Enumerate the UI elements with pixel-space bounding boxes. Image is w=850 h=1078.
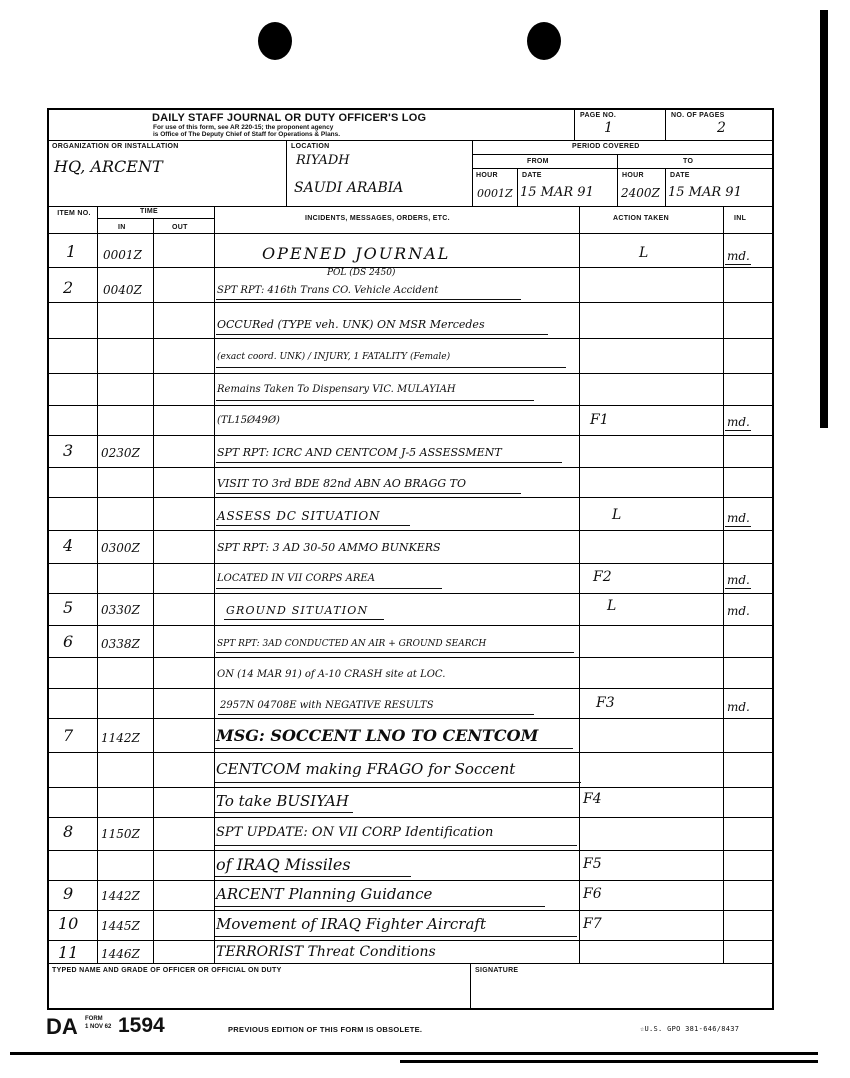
entry-8-item: 8: [63, 822, 74, 841]
location-line-1: RIYADH: [296, 153, 350, 168]
org-label: ORGANIZATION OR INSTALLATION: [52, 143, 179, 150]
entry-8-line-2: of IRAQ Missiles: [216, 855, 351, 874]
to-hour-label: HOUR: [622, 172, 644, 179]
form-number: 1594: [118, 1014, 165, 1037]
entry-6-line-2: ON (14 MAR 91) of A-10 CRASH site at LOC.: [217, 669, 446, 680]
entry-1-in: 0001Z: [103, 248, 142, 262]
entry-8-in: 1150Z: [101, 827, 140, 841]
previous-edition-note: PREVIOUS EDITION OF THIS FORM IS OBSOLETE.: [228, 1025, 423, 1034]
entry-2-line-2: OCCURed (TYPE veh. UNK) ON MSR Mercedes: [217, 318, 485, 331]
page-no-value: 1: [604, 120, 613, 136]
to-date-value: 15 MAR 91: [668, 185, 742, 200]
entry-6-line-3: 2957N 04708E with NEGATIVE RESULTS: [220, 700, 434, 711]
entry-7-action: F4: [583, 791, 602, 807]
entry-4-line-2: LOCATED IN VII CORPS AREA: [217, 573, 375, 584]
typed-name-label: TYPED NAME AND GRADE OF OFFICER OR OFFICIAL ON DUTY: [52, 967, 282, 974]
location-label: LOCATION: [291, 143, 330, 150]
entry-2-line-4: Remains Taken To Dispensary VIC. MULAYIAH: [217, 384, 456, 395]
entry-11-text: TERRORIST Threat Conditions: [216, 944, 436, 960]
entry-7-item: 7: [63, 726, 74, 745]
entry-5-action: L: [607, 598, 617, 614]
signature-label: SIGNATURE: [475, 967, 519, 974]
entry-4-item: 4: [63, 536, 74, 555]
location-line-2: SAUDI ARABIA: [294, 180, 404, 196]
to-date-label: DATE: [670, 172, 690, 179]
entry-2-line-5: (TL15Ø49Ø): [217, 415, 280, 426]
entry-7-text: MSG: SOCCENT LNO TO CENTCOM: [216, 726, 539, 745]
col-action-taken: ACTION TAKEN: [613, 215, 669, 222]
scan-bottom-line: [10, 1052, 818, 1055]
col-in: IN: [118, 224, 126, 231]
entry-11-in: 1446Z: [101, 947, 140, 961]
entry-10-in: 1445Z: [101, 919, 140, 933]
entry-4-inl: md.: [727, 573, 750, 587]
entry-3-line-3: ASSESS DC SITUATION: [217, 509, 381, 523]
entry-3-line-2: VISIT TO 3rd BDE 82nd ABN AO BRAGG TO: [217, 477, 467, 490]
col-inl: INL: [734, 215, 747, 222]
entry-6-text: SPT RPT: 3AD CONDUCTED AN AIR + GROUND SEARCH: [217, 639, 487, 649]
col-time: TIME: [140, 208, 158, 215]
from-label: FROM: [527, 158, 549, 165]
col-item-no: ITEM NO.: [57, 210, 91, 217]
to-label: TO: [683, 158, 694, 165]
entry-3-text: SPT RPT: ICRC AND CENTCOM J-5 ASSESSMENT: [217, 446, 502, 459]
entry-6-inl: md.: [727, 700, 750, 714]
org-value: HQ, ARCENT: [54, 157, 163, 176]
form-label: FORM: [85, 1016, 103, 1022]
scan-edge-bar: [820, 10, 828, 428]
punch-hole-right: [527, 22, 561, 60]
entry-2-insert: POL (DS 2450): [327, 268, 396, 278]
entry-7-line-2: CENTCOM making FRAGO for Soccent: [216, 760, 516, 778]
entry-3-action: L: [612, 507, 622, 523]
col-out: OUT: [172, 224, 188, 231]
col-incidents: INCIDENTS, MESSAGES, ORDERS, ETC.: [305, 215, 450, 222]
from-hour-label: HOUR: [476, 172, 498, 179]
gpo-note: ☆U.S. GPO 381-646/8437: [640, 1025, 740, 1033]
entry-2-line-3: (exact coord. UNK) / INJURY, 1 FATALITY (Female): [217, 352, 451, 362]
form-subtitle-2: is Office of The Deputy Chief of Staff for Operations & Plans.: [153, 131, 341, 138]
entry-2-text: SPT RPT: 416th Trans CO. Vehicle Accident: [217, 285, 439, 296]
entry-2-in: 0040Z: [103, 283, 142, 297]
entry-5-in: 0330Z: [101, 603, 140, 617]
entry-5-inl: md.: [727, 604, 750, 618]
from-date-value: 15 MAR 91: [520, 185, 594, 200]
no-of-pages-label: NO. OF PAGES: [671, 112, 725, 119]
entry-3-inl: md.: [727, 511, 750, 525]
entry-10-text: Movement of IRAQ Fighter Aircraft: [216, 915, 486, 933]
entry-5-text: GROUND SITUATION: [226, 604, 369, 617]
page-no-label: PAGE NO.: [580, 112, 617, 119]
entry-1-item: 1: [66, 242, 77, 261]
entry-2-inl: md.: [727, 415, 750, 429]
entry-5-item: 5: [63, 598, 74, 617]
entry-4-in: 0300Z: [101, 541, 140, 555]
entry-10-action: F7: [583, 916, 602, 932]
punch-hole-left: [258, 22, 292, 60]
entry-9-in: 1442Z: [101, 889, 140, 903]
entry-9-text: ARCENT Planning Guidance: [216, 885, 433, 903]
entry-7-line-3: To take BUSIYAH: [216, 792, 349, 810]
entry-6-action: F3: [596, 695, 615, 711]
form-date: 1 NOV 62: [85, 1024, 112, 1030]
entry-4-text: SPT RPT: 3 AD 30-50 AMMO BUNKERS: [217, 541, 441, 554]
entry-8-text: SPT UPDATE: ON VII CORP Identification: [216, 825, 494, 840]
entry-1-text: OPENED JOURNAL: [262, 244, 451, 263]
from-date-label: DATE: [522, 172, 542, 179]
entry-1-inl: md.: [727, 249, 750, 263]
entry-3-in: 0230Z: [101, 446, 140, 460]
entry-8-action: F5: [583, 856, 602, 872]
no-of-pages-value: 2: [717, 120, 726, 136]
form-title: DAILY STAFF JOURNAL OR DUTY OFFICER'S LOG: [152, 112, 427, 124]
period-covered-label: PERIOD COVERED: [572, 143, 640, 150]
entry-6-in: 0338Z: [101, 637, 140, 651]
entry-7-in: 1142Z: [101, 731, 140, 745]
form-subtitle-1: For use of this form, see AR 220-15; the proponent agency: [153, 124, 334, 131]
entry-9-action: F6: [583, 886, 602, 902]
entry-2-action: F1: [590, 412, 609, 428]
entry-1-action: L: [639, 245, 649, 261]
to-hour-value: 2400Z: [621, 186, 660, 200]
entry-11-item: 11: [58, 943, 79, 962]
form-da: DA: [46, 1014, 78, 1039]
entry-2-item: 2: [63, 278, 74, 297]
entry-3-item: 3: [63, 441, 74, 460]
entry-10-item: 10: [58, 914, 79, 933]
entry-6-item: 6: [63, 632, 74, 651]
entry-4-action: F2: [593, 569, 612, 585]
scan-bottom-line-2: [400, 1060, 818, 1063]
from-hour-value: 0001Z: [477, 187, 513, 200]
entry-9-item: 9: [63, 884, 74, 903]
